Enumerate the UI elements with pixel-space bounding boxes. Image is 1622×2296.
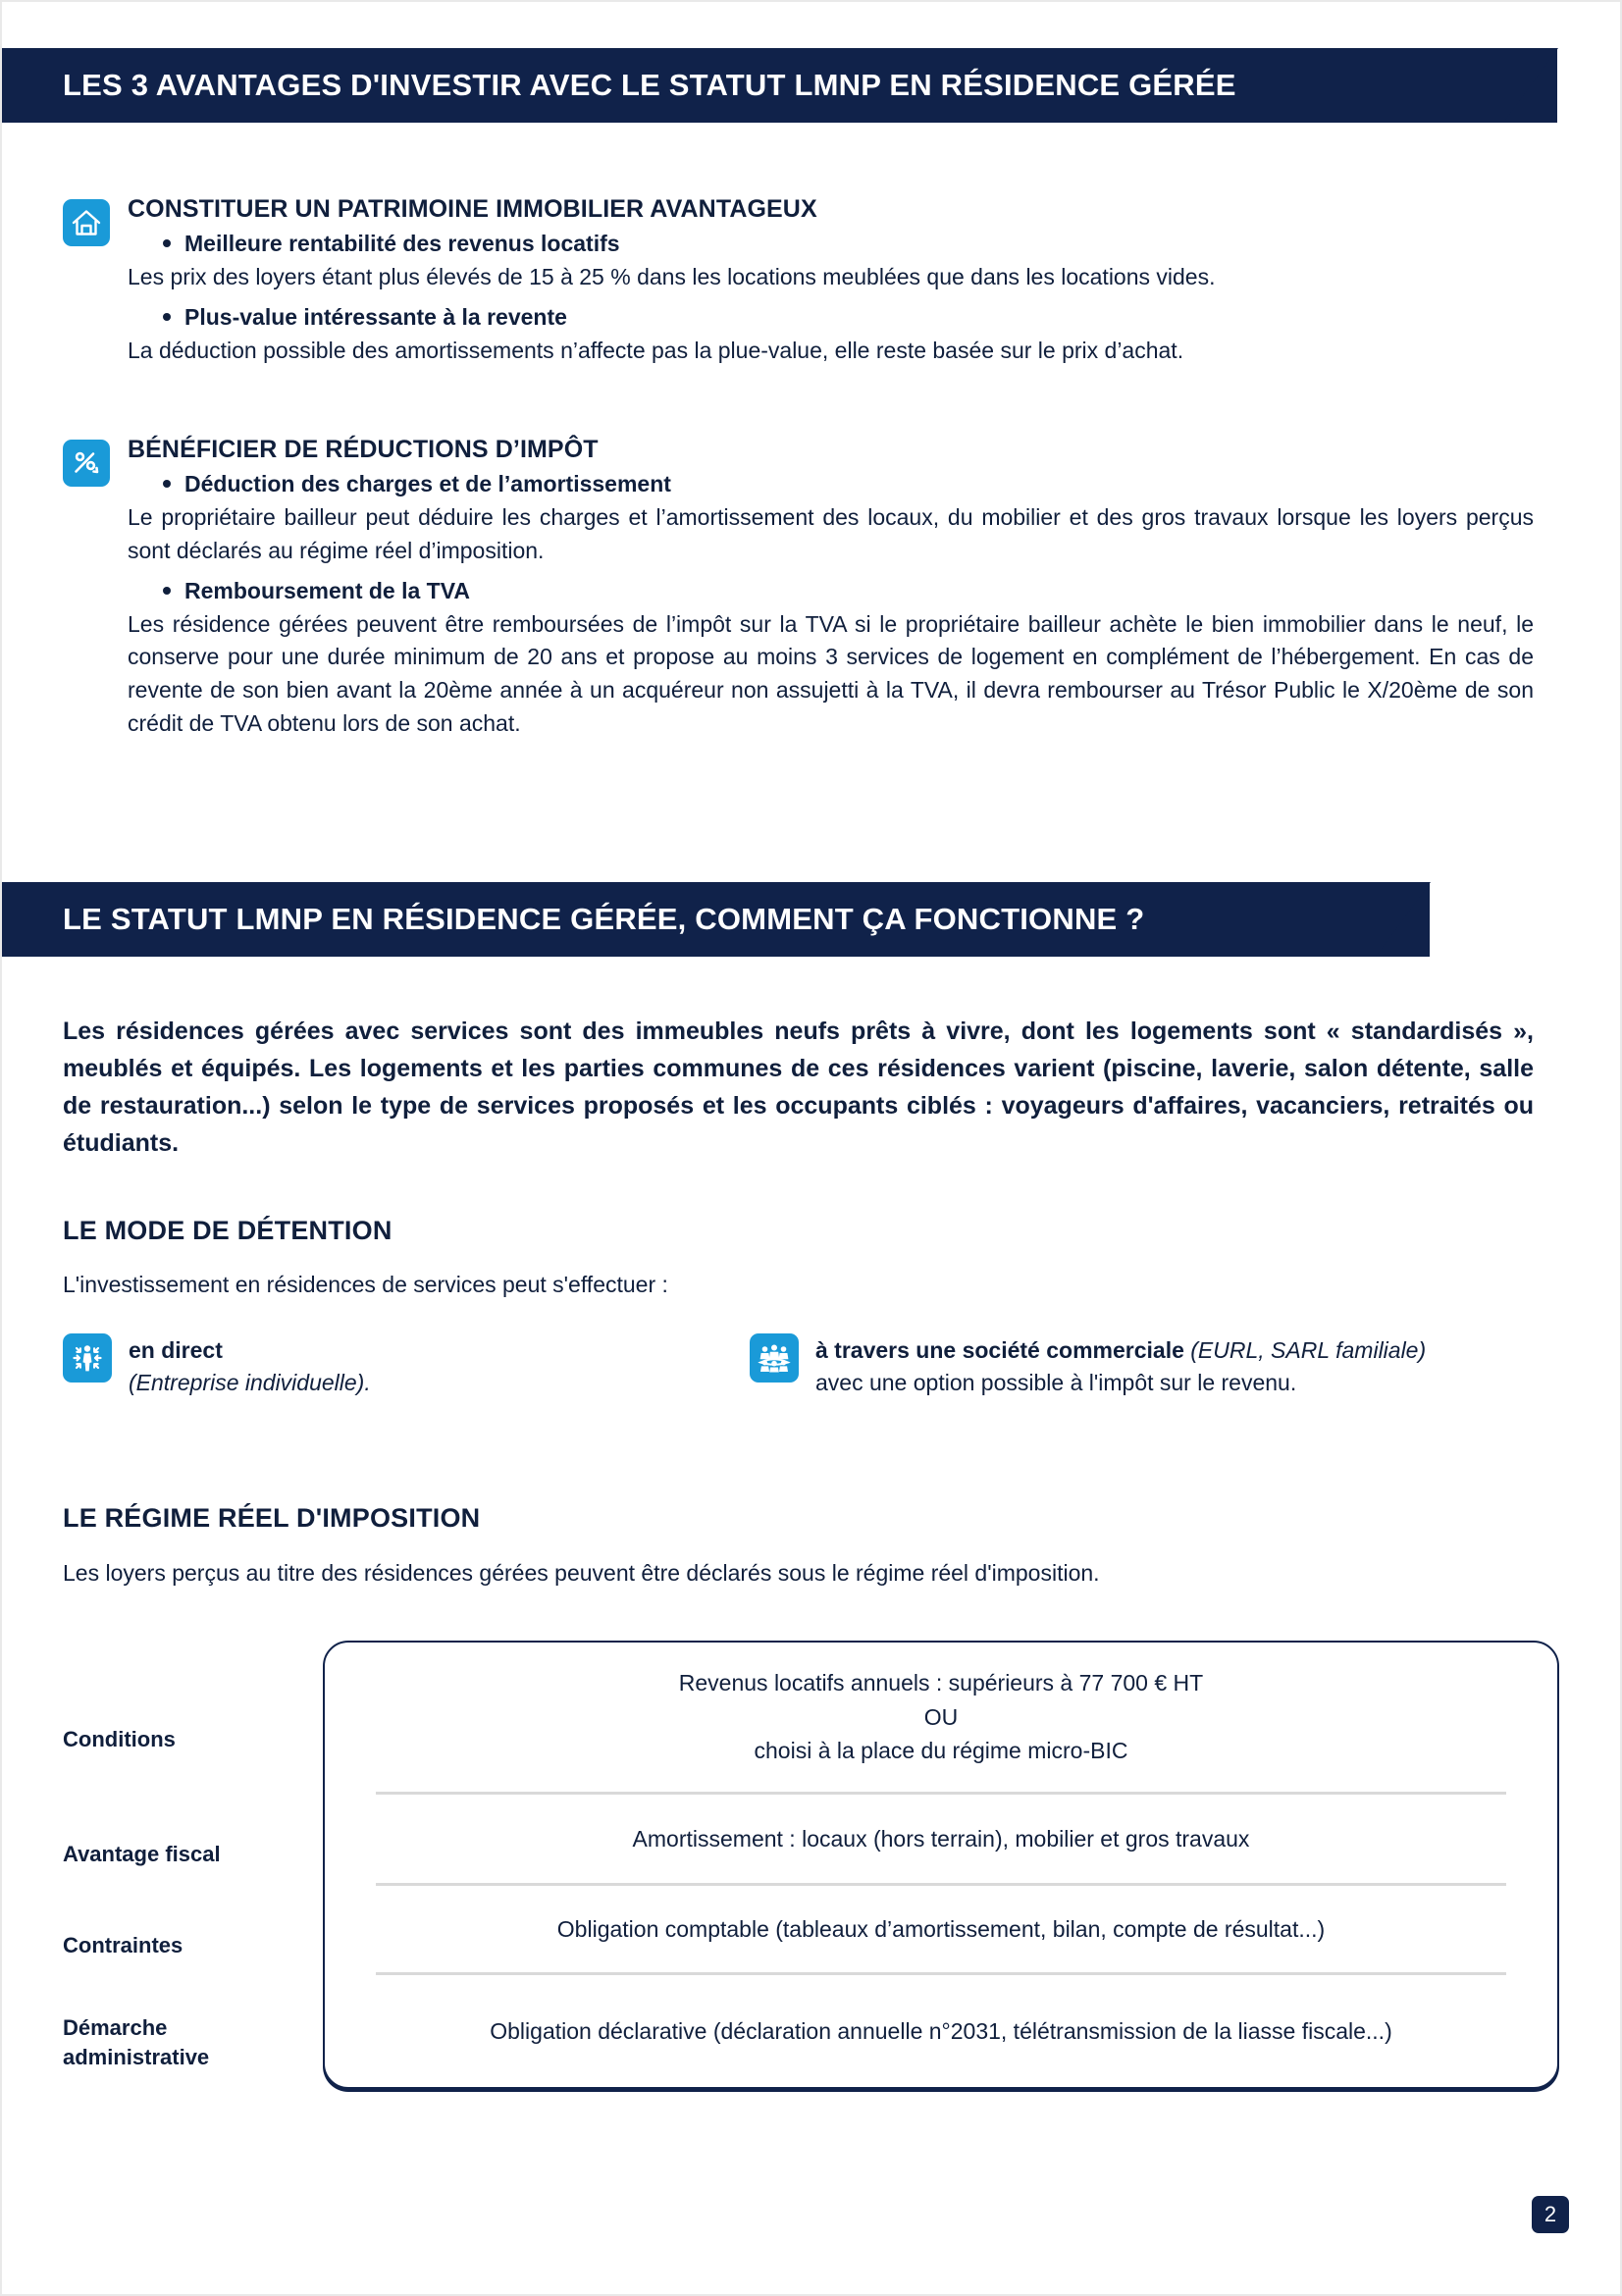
regime-table: [2, 1641, 1620, 2089]
heading-regime-reel: LE RÉGIME RÉEL D'IMPOSITION: [63, 1503, 481, 1533]
regime-row-contraintes: [325, 1886, 1557, 1972]
bullet-dot-icon: [163, 313, 171, 321]
bullet-dot-icon: [163, 480, 171, 488]
house-icon: [63, 199, 110, 246]
regime-cell-line: Obligation comptable (tableaux d’amortissement, bilan, compte de résultat...): [556, 1915, 1326, 1942]
regime-cell-line: Amortissement : locaux (hors terrain), mobilier et gros travaux: [632, 1825, 1250, 1852]
advantage-bullet-label: Remboursement de la TVA: [184, 577, 470, 603]
advantage-title: BÉNÉFICIER DE RÉDUCTIONS D’IMPÔT: [128, 436, 599, 463]
regime-row-label-line2: administrative: [63, 2044, 210, 2069]
regime-row-label-contraintes: Contraintes: [63, 1933, 183, 1957]
mode-direct-label: en direct: [129, 1337, 223, 1363]
regime-table-card: [323, 1641, 1559, 2089]
advantage-block-reductions: [63, 436, 1534, 751]
advantage-bullet: [163, 471, 1534, 497]
regime-row-label-conditions: Conditions: [63, 1727, 176, 1751]
section-banner-advantages-title: LES 3 AVANTAGES D'INVESTIR AVEC LE STATUT LMNP EN RÉSIDENCE GÉRÉE: [63, 68, 1236, 102]
bullet-dot-icon: [163, 587, 171, 595]
advantage-bullet: [163, 231, 1534, 257]
regime-cell-line: OU: [923, 1703, 959, 1730]
page-number-badge: 2: [1532, 2196, 1569, 2233]
regime-cell-line: Revenus locatifs annuels : supérieurs à 77 700 € HT: [678, 1670, 1204, 1696]
regime-row-label-avantage-fiscal: Avantage fiscal: [63, 1842, 221, 1866]
bullet-dot-icon: [163, 239, 171, 247]
regime-row-label-line1: Démarche: [63, 2015, 168, 2040]
mode-direct-note: (Entreprise individuelle).: [129, 1369, 371, 1395]
regime-table-labels: [63, 1641, 323, 2089]
advantage-bullet-label: Plus-value intéressante à la revente: [184, 303, 567, 330]
advantage-bullet-text: Les prix des loyers étant plus élevés de 15 à 25 % dans les locations meublées que dans les locations vides.: [128, 264, 1216, 289]
advantage-bullet-text: La déduction possible des amortissements n’affecte pas la plue-value, elle reste basée sur le prix d’achat.: [128, 337, 1184, 363]
heading-mode-detention: LE MODE DE DÉTENTION: [63, 1216, 392, 1245]
regime-row-avantage-fiscal: [325, 1795, 1557, 1883]
mode-detention-lead: L'investissement en résidences de services peut s'effectuer :: [63, 1272, 668, 1297]
section-banner-advantages: [2, 48, 1557, 123]
mode-societe-note: (EURL, SARL familiale): [1190, 1337, 1427, 1363]
advantage-bullet: [163, 578, 1534, 604]
regime-row-label-demarche-administrative: [63, 2013, 209, 2071]
advantage-bullet-text: Les résidence gérées peuvent être remboursées de l’impôt sur la TVA si le propriétaire bailleur achète le bien immobilier dans le neuf, le conserve pour une durée minimum de 20 ans et propose au moins 3 services de logement en complément de l’hébergement. En cas de revente de son bien avant la 20ème année à un acquéreur non assujetti à la TVA, il devra rembourser au Trésor Public le X/20ème de son crédit de TVA obtenu lors de son achat.: [128, 610, 1534, 736]
regime-row-conditions: [325, 1643, 1557, 1792]
advantage-bullet: [163, 304, 1534, 331]
mode-societe-label: à travers une société commerciale: [815, 1337, 1184, 1363]
advantage-bullet-text: Le propriétaire bailleur peut déduire les charges et l’amortissement des locaux, du mobilier et des gros travaux lorsque les loyers perçus sont déclarés au régime réel d’imposition.: [128, 504, 1534, 563]
section-banner-fonctionnement-title: LE STATUT LMNP EN RÉSIDENCE GÉRÉE, COMMENT ÇA FONCTIONNE ?: [63, 902, 1145, 936]
percent-down-arrow-icon: [63, 440, 110, 487]
group-people-icon: [750, 1333, 799, 1383]
intro-paragraph: Les résidences gérées avec services sont des immeubles neufs prêts à vivre, dont les logements sont « standardisés », meublés et équipés. Les logements et les parties communes de ces résidences varient (piscine, laverie, salon détente, salle de restauration...) selon le type de services proposés et les occupants ciblés : voyageurs d'affaires, vacanciers, retraités ou étudiants.: [63, 1018, 1534, 1157]
advantage-title: CONSTITUER UN PATRIMOINE IMMOBILIER AVANTAGEUX: [128, 195, 817, 223]
regime-cell-line: choisi à la place du régime micro-BIC: [754, 1738, 1128, 1764]
regime-cell-line: Obligation déclarative (déclaration annuelle n°2031, télétransmission de la liasse fiscale...): [490, 2017, 1392, 2044]
advantage-block-patrimoine: [63, 195, 1534, 378]
mode-societe-text: [815, 1333, 1426, 1398]
regime-row-demarche-administrative: [325, 1975, 1557, 2087]
person-arrows-icon: [63, 1333, 112, 1383]
mode-direct-text: [129, 1333, 371, 1398]
mode-societe: [750, 1333, 1559, 1398]
advantage-bullet-label: Déduction des charges et de l’amortissement: [184, 471, 671, 496]
regime-reel-lead: Les loyers perçus au titre des résidences gérées peuvent être déclarés sous le régime réel d'imposition.: [63, 1560, 1100, 1586]
mode-direct: [63, 1333, 750, 1398]
section-banner-fonctionnement: [2, 882, 1430, 957]
advantage-bullet-label: Meilleure rentabilité des revenus locatifs: [184, 231, 620, 256]
mode-societe-detail: avec une option possible à l'impôt sur le revenu.: [815, 1369, 1297, 1395]
